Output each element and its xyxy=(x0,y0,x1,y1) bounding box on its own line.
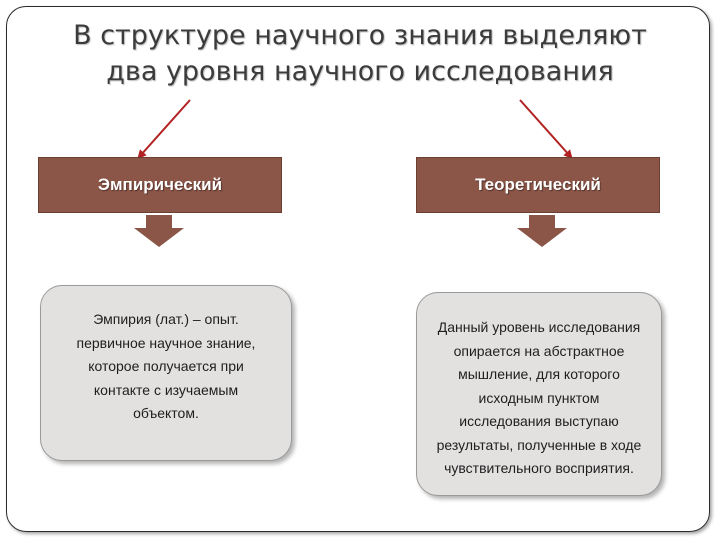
theoretical-desc-line: чувствительного восприятия. xyxy=(444,460,634,476)
empirical-label: Эмпирический xyxy=(97,175,223,194)
empirical-desc-line: объектом. xyxy=(133,405,199,421)
down-arrow-theoretical xyxy=(517,215,567,247)
empirical-desc-line: контакте с изучаемым xyxy=(93,381,239,398)
empirical-description xyxy=(40,285,292,461)
theoretical-desc-line: исходным пунктом xyxy=(478,389,600,406)
down-arrow-empirical xyxy=(134,215,184,247)
theoretical-desc-line: исследования выступаю xyxy=(459,413,619,429)
theoretical-desc-line: результаты, полученные в ходе xyxy=(436,436,642,453)
theoretical-description xyxy=(416,292,662,496)
title-line-1: В структуре научного знания выделяют xyxy=(73,20,647,51)
arrow-to-empirical xyxy=(140,100,190,156)
empirical-desc-line: Эмпирия (лат.) – опыт. xyxy=(93,311,239,327)
theoretical-label: Теоретический xyxy=(475,175,601,194)
empirical-desc-line: которое получается при xyxy=(88,358,244,374)
title-line-2: два уровня научного исследования xyxy=(106,56,614,87)
theoretical-desc-line: Данный уровень исследования xyxy=(437,319,641,335)
empirical-desc-line: первичное научное знание, xyxy=(76,334,256,351)
arrow-to-theoretical xyxy=(520,100,570,156)
theoretical-level-box xyxy=(416,157,660,213)
empirical-level-box xyxy=(38,157,282,213)
theoretical-desc-line: опирается на абстрактное xyxy=(453,342,625,359)
theoretical-desc-line: мышление, для которого xyxy=(458,366,620,382)
